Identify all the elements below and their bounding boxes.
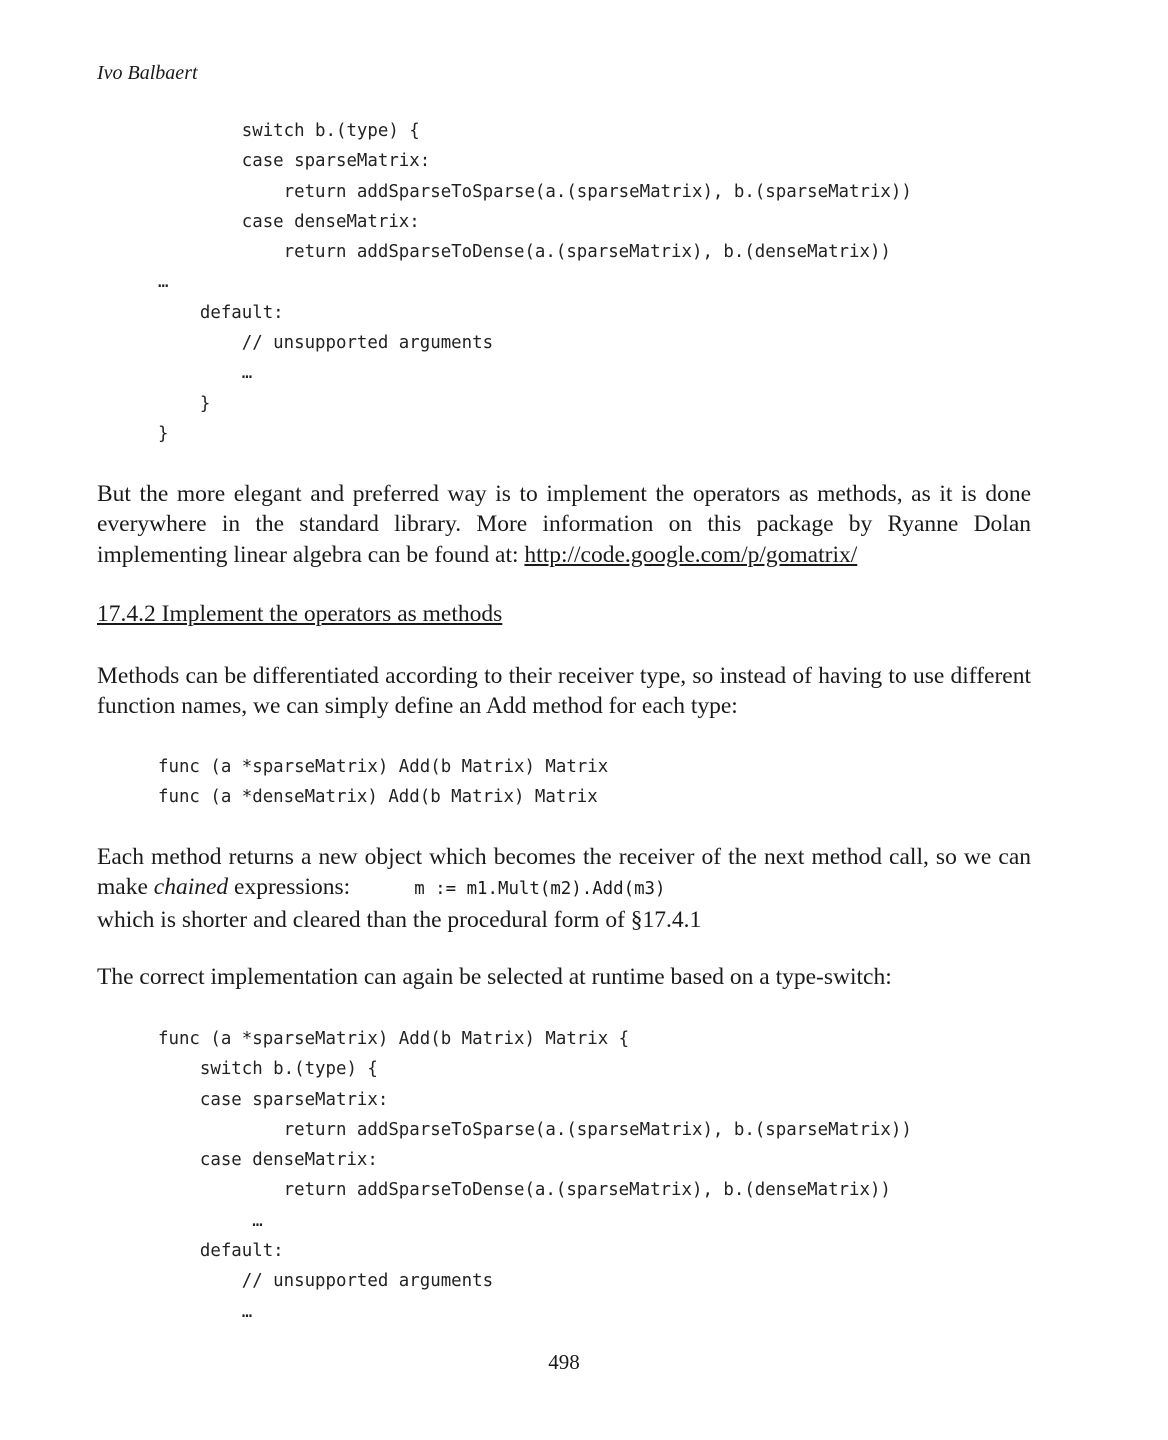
code-line: default: (158, 302, 284, 323)
code-block-add-method (158, 1024, 912, 1327)
code-line: case denseMatrix: (158, 1150, 378, 1171)
paragraph-line: which is shorter and cleared than the procedural form of §17.4.1 (97, 906, 702, 933)
code-line: return addSparseToSparse(a.(sparseMatrix), b.(sparseMatrix)) (158, 181, 912, 202)
code-block-method-signatures (158, 752, 608, 813)
code-line: func (a *sparseMatrix) Add(b Matrix) Matrix (158, 757, 609, 777)
code-block-type-switch (158, 116, 912, 449)
code-line: func (a *denseMatrix) Add(b Matrix) Matrix (158, 787, 598, 808)
paragraph-type-switch: The correct implementation can again be selected at runtime based on a type-switch: (97, 964, 892, 990)
code-line: … (158, 363, 253, 384)
code-line: … (158, 1210, 263, 1231)
code-line: case sparseMatrix: (158, 1089, 389, 1110)
text: make (97, 874, 154, 901)
running-header-author: Ivo Balbaert (97, 62, 198, 84)
code-line: } (158, 423, 169, 444)
text: expressions: (228, 874, 351, 901)
paragraph-methods-preferred (97, 479, 1031, 570)
code-line: … (158, 1301, 253, 1322)
code-line: switch b.(type) { (158, 121, 420, 141)
code-line: // unsupported arguments (158, 333, 494, 354)
code-line: … (158, 272, 169, 293)
code-line: switch b.(type) { (158, 1059, 378, 1080)
italic-term: chained (153, 874, 229, 901)
paragraph-receiver-type: Methods can be differentiated according to their receiver type, so instead of having to use different function names, we can simply define an Add method for each type: (97, 663, 1031, 720)
paragraph-line: Each method returns a new object which becomes the receiver of the next method call, so we can (97, 844, 1031, 870)
paragraph-text: But the more elegant and preferred way is to implement the operators as methods, as it is done everywhere in the standard library. More information on this package by Ryanne Dolan implementing linear algebra can be found at: (97, 481, 1031, 568)
code-line: return addSparseToSparse(a.(sparseMatrix), b.(sparseMatrix)) (158, 1119, 912, 1140)
code-line: func (a *sparseMatrix) Add(b Matrix) Matrix { (158, 1029, 630, 1049)
code-line: } (158, 393, 211, 414)
gomatrix-link[interactable]: http://code.google.com/p/gomatrix/ (524, 541, 858, 568)
code-line: return addSparseToDense(a.(sparseMatrix), b.(denseMatrix)) (158, 242, 891, 263)
section-heading: 17.4.2 Implement the operators as methods (97, 601, 503, 627)
code-line: return addSparseToDense(a.(sparseMatrix), b.(denseMatrix)) (158, 1180, 891, 1201)
code-line: // unsupported arguments (158, 1271, 494, 1292)
code-line: case sparseMatrix: (158, 151, 431, 172)
code-line: case denseMatrix: (158, 211, 420, 232)
paragraph-chained-expressions (97, 842, 1031, 935)
inline-code: m := m1.Mult(m2).Add(m3) (414, 879, 666, 900)
code-line: default: (158, 1241, 284, 1262)
page-number: 498 (548, 1350, 580, 1374)
